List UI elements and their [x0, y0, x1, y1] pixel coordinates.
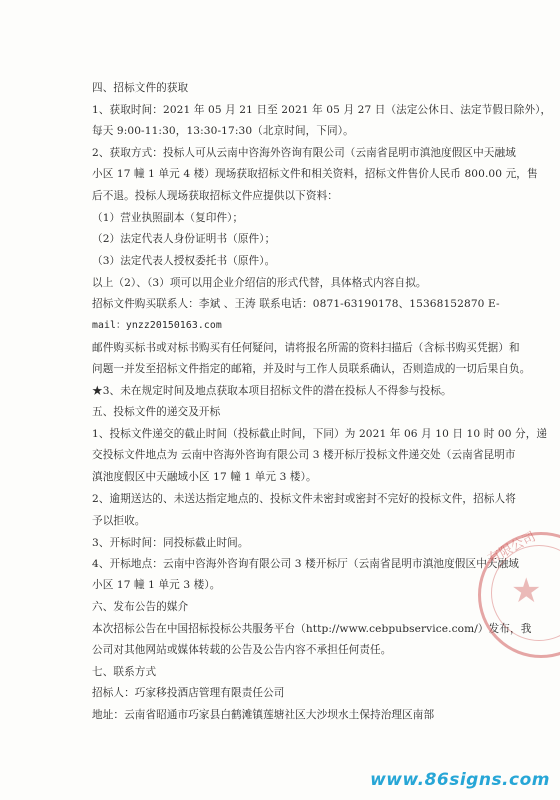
text-line: 小区 17 幢 1 单元 4 楼）现场获取招标文件和相关资料，招标文件售价人民币 800.00 元，售	[92, 168, 538, 180]
email-line: mail：ynzz20150163.com	[92, 320, 222, 331]
section-heading-4: 四、招标文件的获取	[92, 82, 189, 94]
contact-line: 招标文件购买联系人：李斌 、王涛 联系电话：0871-63190178、15368152870 E-	[92, 298, 500, 310]
seal-star-icon: ★	[511, 571, 542, 611]
text-line: 1、投标文件递交的截止时间（投标截止时间，下同）为 2021 年 06 月 10 日 10 时 00 分，递	[92, 428, 548, 440]
company-seal	[478, 529, 560, 658]
list-item: （3）法定代表人授权委托书（原件）。	[92, 255, 276, 267]
text-line: 以上（2）、（3）项可以用企业介绍信的形式代替，具体格式内容自拟。	[92, 277, 427, 289]
site-watermark: www.86signs.com	[370, 770, 550, 790]
section-heading-6: 六、发布公告的媒介	[92, 601, 189, 613]
text-line: 公司对其他网站或媒体转载的公告及公告内容不承担任何责任。	[92, 644, 392, 656]
text-line: 问题一并发至招标文件指定的邮箱，并及时与工作人员联系确认，否则造成的一切后果自负。	[92, 363, 531, 375]
text-line: 1、获取时间：2021 年 05 月 21 日至 2021 年 05 月 27 日（法定公休日、法定节假日除外），	[92, 104, 552, 116]
text-line: 2、逾期送达的、未送达指定地点的、投标文件未密封或密封不完好的投标文件，招标人将	[92, 493, 516, 505]
text-line: 3、开标时间：同投标截止时间。	[92, 537, 249, 549]
list-item: （2）法定代表人身份证明书（原件）；	[92, 233, 276, 245]
text-line: 滇池度假区中天融域小区 17 幢 1 单元 3 楼）。	[92, 471, 317, 483]
text-line: 交投标文件地点为 云南中咨海外咨询有限公司 3 楼开标厅投标文件递交处（云南省昆明市	[92, 449, 516, 461]
section-heading-7: 七、联系方式	[92, 666, 157, 678]
text-line: 小区 17 幢 1 单元 3 楼）。	[92, 579, 221, 591]
text-line: 邮件购买标书或对标书购买有任何疑问，请将报名所需的资料扫描后（含标书购买凭据）和	[92, 342, 520, 354]
text-line: 后不退。投标人现场获取招标文件应提供以下资料：	[92, 190, 338, 202]
text-line: 本次招标公告在中国招标投标公共服务平台（http://www.cebpubservice.com/）发布，我	[92, 623, 532, 635]
text-line: ★3、未在规定时间及地点获取本项目招标文件的潜在投标人不得参与投标。	[92, 385, 452, 397]
tenderer-line: 招标人：巧家移投酒店管理有限责任公司	[92, 687, 285, 699]
text-line: 予以拒收。	[92, 515, 146, 527]
seal-text: 有限公司	[485, 529, 539, 568]
text-line: 2、获取方式：投标人可从云南中咨海外咨询有限公司（云南省昆明市滇池度假区中天融域	[92, 147, 516, 159]
section-heading-5: 五、投标文件的递交及开标	[92, 406, 221, 418]
text-line: 4、开标地点：云南中咨海外咨询有限公司 3 楼开标厅（云南省昆明市滇池度假区中天融域	[92, 558, 519, 570]
address-line: 地址：云南省昭通市巧家县白鹤滩镇莲塘社区大沙坝水土保持治理区南部	[92, 709, 435, 721]
text-line: 每天 9:00-11:30，13:30-17:30（北京时间，下同）。	[92, 125, 354, 137]
list-item: （1）营业执照副本（复印件）；	[92, 212, 244, 224]
